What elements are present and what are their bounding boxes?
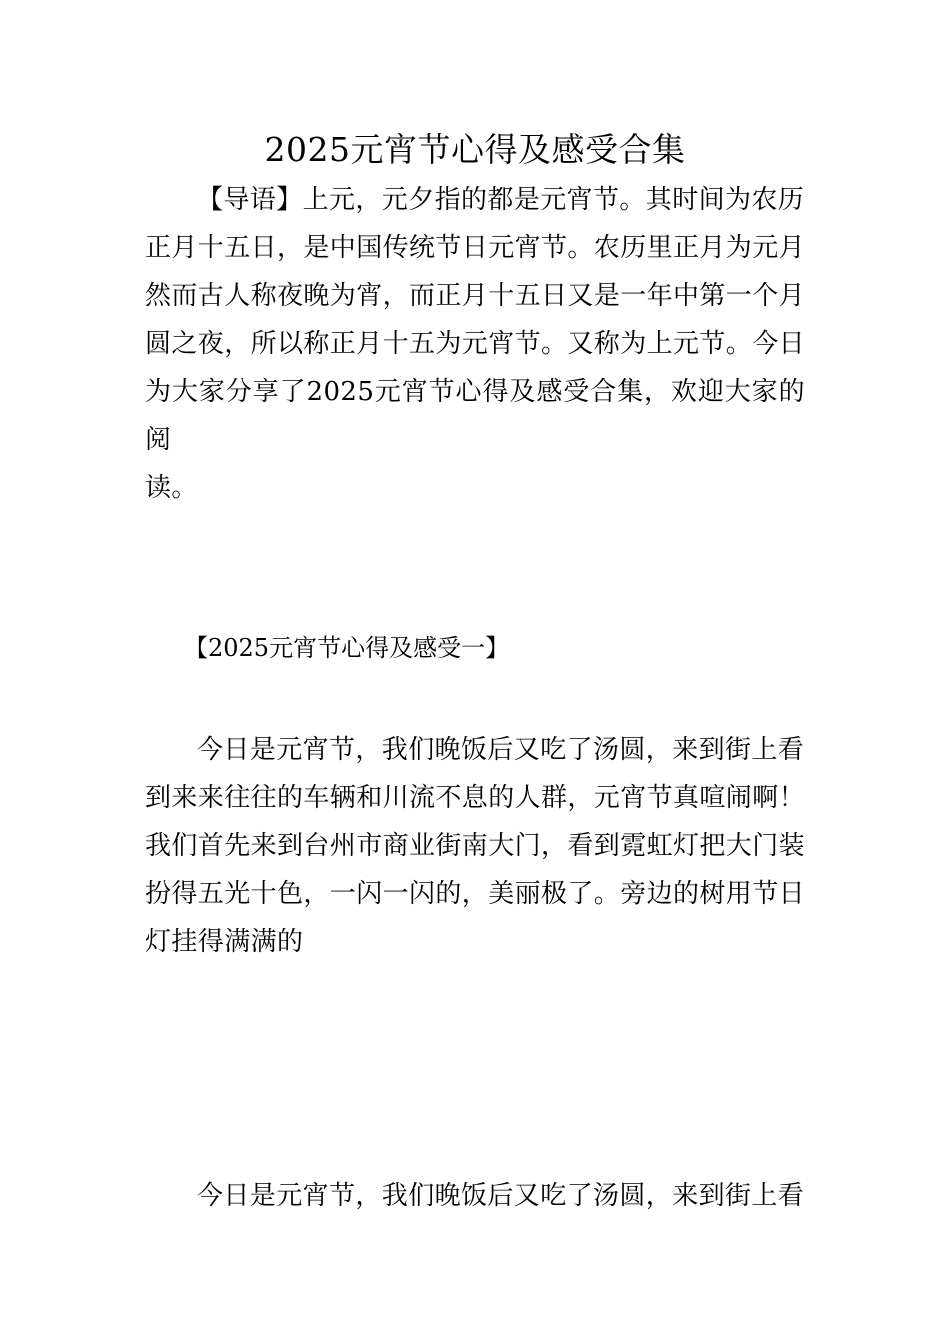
section-body-paragraph: 今日是元宵节，我们晚饭后又吃了汤圆，来到街上看 到来来往往的车辆和川流不息的人群，元宵节真喧闹啊！ 我们首先来到台州市商业街南大门，看到霓虹灯把大门装 扮得五光十色，一闪一闪的，美丽极了。旁边的树用节日 灯挂得满满的	[145, 735, 806, 957]
repeated-body-paragraph: 今日是元宵节，我们晚饭后又吃了汤圆，来到街上看	[197, 1181, 805, 1211]
section-heading: 【2025元宵节心得及感受一】	[184, 634, 510, 662]
intro-paragraph: 【导语】上元，元夕指的都是元宵节。其时间为农历 正月十五日，是中国传统节日元宵节。农历里正月为元月 然而古人称夜晚为宵，而正月十五日又是一年中第一个月 圆之夜，所以称正月十五为元宵节。又称为上元节。今日 为大家分享了2025元宵节心得及感受合集，欢迎大家的阅 读。	[145, 185, 806, 503]
document-title: 2025元宵节心得及感受合集	[264, 130, 686, 169]
